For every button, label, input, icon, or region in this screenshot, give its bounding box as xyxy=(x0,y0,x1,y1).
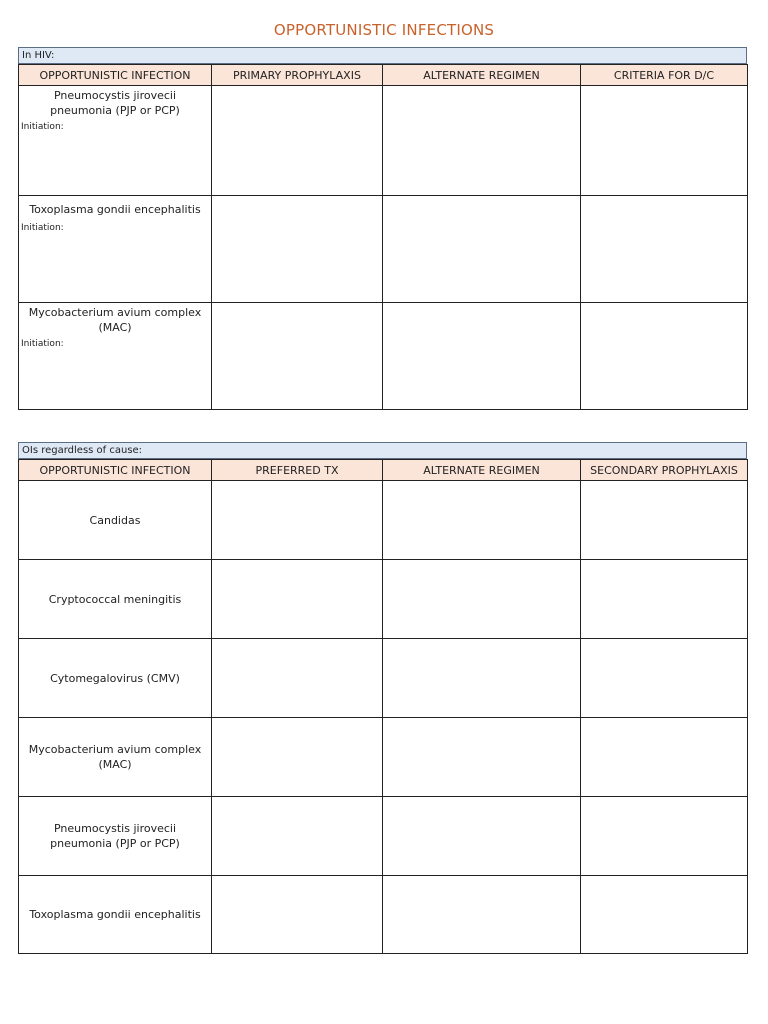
ois-section xyxy=(18,442,747,954)
criteria-dc-cell[interactable] xyxy=(581,196,748,303)
infection-cell: Toxoplasma gondii encephalitis xyxy=(19,876,212,954)
table-header-row xyxy=(19,460,748,481)
secondary-prophylaxis-cell[interactable] xyxy=(581,797,748,876)
alternate-regimen-cell[interactable] xyxy=(383,196,581,303)
alternate-regimen-cell[interactable] xyxy=(383,86,581,196)
table-row xyxy=(19,303,748,410)
secondary-prophylaxis-cell[interactable] xyxy=(581,560,748,639)
column-header-secondary-prophylaxis: SECONDARY PROPHYLAXIS xyxy=(581,460,748,481)
column-header-primary-prophylaxis: PRIMARY PROPHYLAXIS xyxy=(212,65,383,86)
preferred-tx-cell[interactable] xyxy=(212,481,383,560)
criteria-dc-cell[interactable] xyxy=(581,86,748,196)
table-row xyxy=(19,560,748,639)
infection-name: Toxoplasma gondii encephalitis xyxy=(29,203,201,216)
preferred-tx-cell[interactable] xyxy=(212,876,383,954)
hiv-prophylaxis-table xyxy=(18,64,748,410)
secondary-prophylaxis-cell[interactable] xyxy=(581,481,748,560)
infection-name: Mycobacterium avium complex (MAC) xyxy=(28,306,202,334)
page-title: OPPORTUNISTIC INFECTIONS xyxy=(273,21,495,39)
alternate-regimen-cell[interactable] xyxy=(383,560,581,639)
secondary-prophylaxis-cell[interactable] xyxy=(581,718,748,797)
alternate-regimen-cell[interactable] xyxy=(383,481,581,560)
ois-treatment-table xyxy=(18,459,748,954)
table-row xyxy=(19,481,748,560)
column-header-infection: OPPORTUNISTIC INFECTION xyxy=(19,460,212,481)
initiation-label: Initiation: xyxy=(21,339,64,349)
alternate-regimen-cell[interactable] xyxy=(383,303,581,410)
infection-cell: Pneumocystis jirovecii pneumonia (PJP or PCP) xyxy=(19,797,212,876)
section-label-hiv: In HIV: xyxy=(18,47,747,64)
preferred-tx-cell[interactable] xyxy=(212,639,383,718)
preferred-tx-cell[interactable] xyxy=(212,718,383,797)
column-header-infection: OPPORTUNISTIC INFECTION xyxy=(19,65,212,86)
infection-cell: Candidas xyxy=(19,481,212,560)
table-row xyxy=(19,718,748,797)
infection-cell xyxy=(19,196,212,303)
hiv-section xyxy=(18,47,747,410)
preferred-tx-cell[interactable] xyxy=(212,797,383,876)
column-header-preferred-tx: PREFERRED TX xyxy=(212,460,383,481)
alternate-regimen-cell[interactable] xyxy=(383,718,581,797)
table-row xyxy=(19,876,748,954)
column-header-criteria-dc: CRITERIA FOR D/C xyxy=(581,65,748,86)
infection-cell xyxy=(19,86,212,196)
alternate-regimen-cell[interactable] xyxy=(383,639,581,718)
initiation-label: Initiation: xyxy=(21,122,64,132)
primary-prophylaxis-cell[interactable] xyxy=(212,196,383,303)
primary-prophylaxis-cell[interactable] xyxy=(212,303,383,410)
secondary-prophylaxis-cell[interactable] xyxy=(581,639,748,718)
table-header-row xyxy=(19,65,748,86)
initiation-label: Initiation: xyxy=(21,223,64,233)
secondary-prophylaxis-cell[interactable] xyxy=(581,876,748,954)
column-header-alternate-regimen: ALTERNATE REGIMEN xyxy=(383,460,581,481)
infection-name: Pneumocystis jirovecii pneumonia (PJP or PCP) xyxy=(50,89,180,117)
alternate-regimen-cell[interactable] xyxy=(383,797,581,876)
infection-cell xyxy=(19,303,212,410)
table-row xyxy=(19,86,748,196)
criteria-dc-cell[interactable] xyxy=(581,303,748,410)
column-header-alternate-regimen: ALTERNATE REGIMEN xyxy=(383,65,581,86)
table-row xyxy=(19,797,748,876)
section-label-ois: OIs regardless of cause: xyxy=(18,442,747,459)
infection-cell: Mycobacterium avium complex (MAC) xyxy=(19,718,212,797)
infection-cell: Cryptococcal meningitis xyxy=(19,560,212,639)
table-row xyxy=(19,196,748,303)
infection-cell: Cytomegalovirus (CMV) xyxy=(19,639,212,718)
primary-prophylaxis-cell[interactable] xyxy=(212,86,383,196)
preferred-tx-cell[interactable] xyxy=(212,560,383,639)
table-row xyxy=(19,639,748,718)
alternate-regimen-cell[interactable] xyxy=(383,876,581,954)
